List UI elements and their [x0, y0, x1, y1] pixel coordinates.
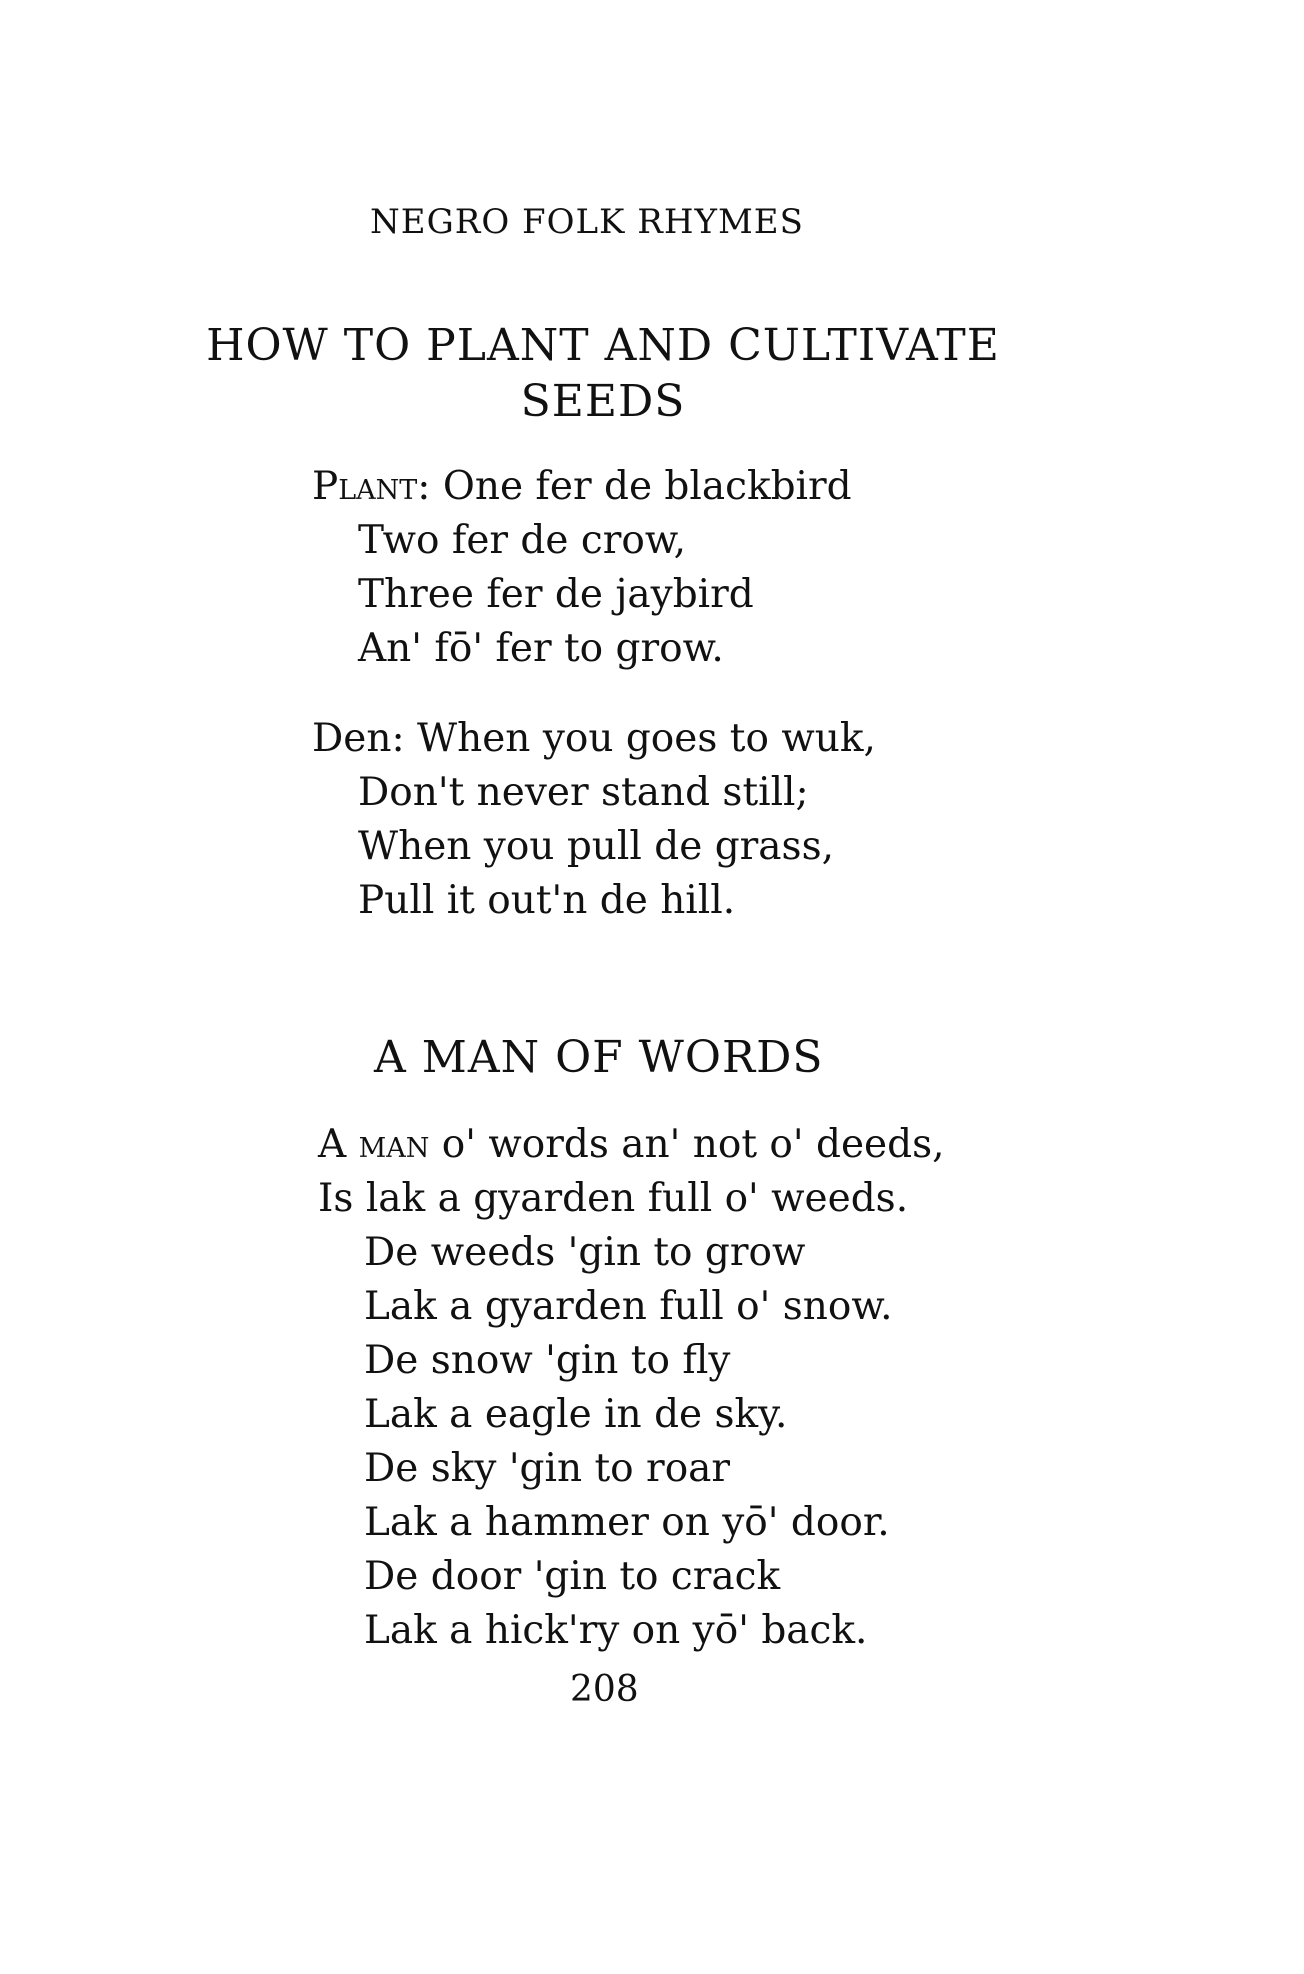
running-head: NEGRO FOLK RHYMES: [370, 202, 804, 242]
stanza-line: When you pull de grass,: [358, 824, 834, 869]
poem2-title: A MAN OF WORDS: [374, 1032, 824, 1083]
poem1-title: [188, 318, 1018, 430]
poem1-stanza2: [312, 712, 876, 928]
verse-line: Lak a gyarden full o' snow.: [364, 1284, 893, 1329]
verse-text: o' words an' not o' deeds,: [441, 1122, 945, 1167]
stanza-line: Don't never stand still;: [358, 770, 809, 815]
stanza-label: Den:: [312, 716, 405, 761]
stanza-text: When you goes to wuk,: [417, 716, 876, 761]
poem2-verse: [318, 1118, 945, 1658]
stanza-line: Two fer de crow,: [358, 518, 686, 563]
stanza-line: Three fer de jaybird: [358, 572, 754, 617]
stanza-text: One fer de blackbird: [442, 464, 852, 509]
poem1-title-line2: SEEDS: [520, 376, 686, 427]
poem1-stanza1: [312, 460, 852, 676]
verse-line: Lak a hammer on yō' door.: [364, 1500, 890, 1545]
verse-line: De weeds 'gin to grow: [364, 1230, 806, 1275]
verse-line: De sky 'gin to roar: [364, 1446, 731, 1491]
poem1-title-line1: HOW TO PLANT AND CULTIVATE: [206, 320, 1000, 371]
verse-first-word: A: [318, 1122, 347, 1167]
stanza-line: Pull it out'n de hill.: [358, 878, 736, 923]
verse-line: De door 'gin to crack: [364, 1554, 781, 1599]
page-number: 208: [570, 1669, 639, 1710]
verse-line: Is lak a gyarden full o' weeds.: [318, 1176, 909, 1221]
verse-line: Lak a eagle in de sky.: [364, 1392, 788, 1437]
verse-small-caps: man: [358, 1122, 430, 1167]
verse-line: Lak a hick'ry on yō' back.: [364, 1608, 868, 1653]
stanza-label: Plant:: [312, 464, 431, 509]
stanza-line: An' fō' fer to grow.: [358, 626, 724, 671]
stanza-line: [312, 460, 852, 514]
verse-line: [318, 1118, 945, 1172]
verse-line: De snow 'gin to fly: [364, 1338, 731, 1383]
stanza-line: [312, 712, 876, 766]
